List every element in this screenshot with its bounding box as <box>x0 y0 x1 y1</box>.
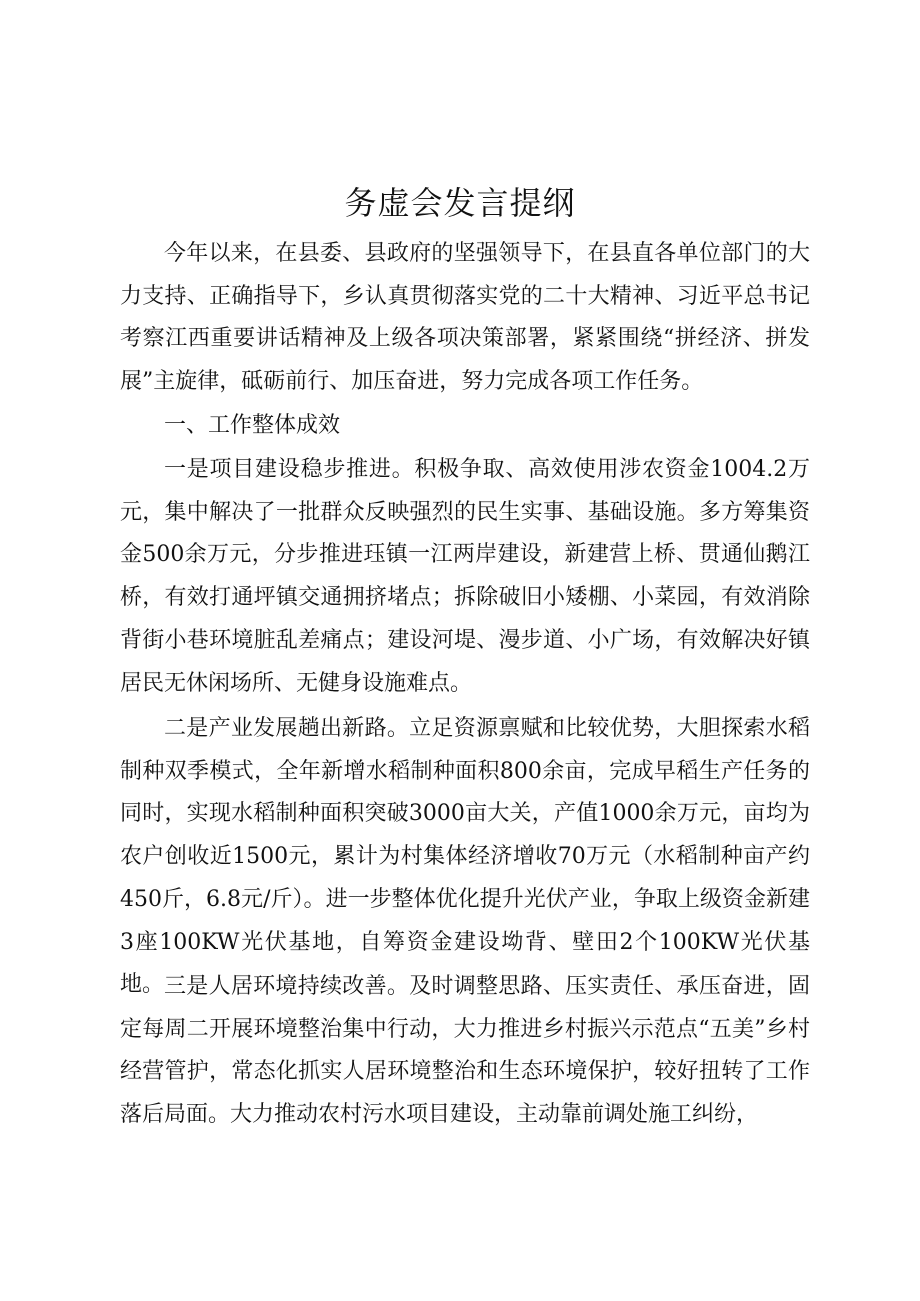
industry-paragraph: 二是产业发展趟出新路。立足资源禀赋和比较优势，大胆探索水稻制种双季模式，全年新增水稻制种面积800余亩，完成早稻生产任务的同时，实现水稻制种面积突破3000亩大关，产值1000余万元，亩均为农户创收近1500元，累计为村集体经济增收70万元（水稻制种亩产约450斤，6.8元/斤）。进一步整体优化提升光伏产业，争取上级资金新建3座100KW光伏基地，自筹资金建设坳背、壁田2个100KW光伏基地。 <box>120 716 810 998</box>
environment-paragraph: 三是人居环境持续改善。及时调整思路、压实责任、承压奋进，固定每周二开展环境整治集中行动，大力推进乡村振兴示范点“五美”乡村经营管护，常态化抓实人居环境整治和生态环境保护，较好扭转了工作落后局面。大力推动农村污水项目建设，主动靠前调处施工纠纷， <box>120 974 810 1128</box>
document-title: 务虚会发言提纲 <box>344 184 576 222</box>
intro-paragraph: 今年以来，在县委、县政府的坚强领导下，在县直各单位部门的大力支持、正确指导下，乡认真贯彻落实党的二十大精神、习近平总书记考察江西重要讲话精神及上级各项决策部署，紧紧围绕“拼经济、拼发展”主旋律，砥砺前行、加压奋进，努力完成各项工作任务。 <box>120 241 810 395</box>
section-heading: 一、工作整体成效 <box>164 413 341 438</box>
project-paragraph: 一是项目建设稳步推进。积极争取、高效使用涉农资金1004.2万元，集中解决了一批群众反映强烈的民生实事、基础设施。多方筹集资金500余万元，分步推进珏镇一江两岸建设，新建营上桥、贯通仙鹅江桥，有效打通坪镇交通拥挤堵点；拆除破旧小矮棚、小菜园，有效消除背街小巷环境脏乱差痛点；建设河堤、漫步道、小广场，有效解决好镇居民无休闲场所、无健身设施难点。 <box>120 457 810 696</box>
